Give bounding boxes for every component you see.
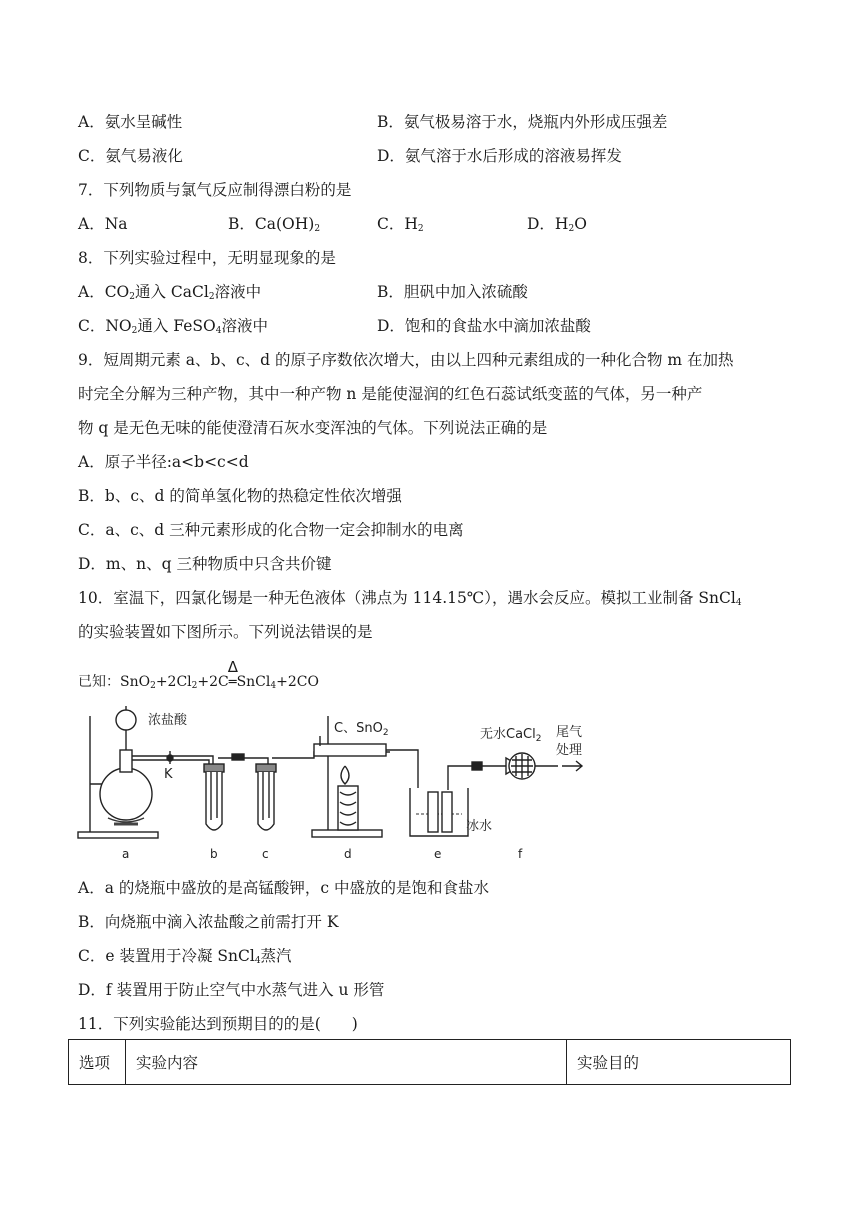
q10-stem-line1: 10．室温下，四氯化锡是一种无色液体（沸点为 114.15℃），遇水会反应。模拟工业制备 SnCl$_4$ <box>78 589 742 608</box>
q7-option-a: A．Na <box>78 215 128 233</box>
q11-stem: 11．下列实验能达到预期目的的是( ) <box>78 1015 358 1033</box>
label-c-sno2: C、SnO$_2$ <box>334 721 389 738</box>
q8-option-a: A．$CO_2$通入 CaCl$_2$溶液中 <box>78 283 262 302</box>
apparatus-diagram <box>70 706 600 866</box>
q8-stem: 8．下列实验过程中，无明显现象的是 <box>78 249 336 267</box>
q9-stem-line3: 物 q 是无色无味的能使澄清石灰水变浑浊的气体。下列说法正确的是 <box>78 419 548 437</box>
label-ice-water: 冰水 <box>466 819 493 834</box>
q11-table <box>68 1039 791 1085</box>
table-header-content: 实验内容 <box>126 1040 567 1085</box>
q8-option-d: D．饱和的食盐水中滴加浓盐酸 <box>377 317 591 335</box>
q6-option-c: C．氨气易液化 <box>78 147 183 165</box>
table-header-row <box>69 1040 791 1085</box>
letter-e: e <box>434 847 442 861</box>
letter-c: c <box>262 847 269 861</box>
letter-b: b <box>210 847 218 861</box>
q10-option-b: B．向烧瓶中滴入浓盐酸之前需打开 K <box>78 913 339 931</box>
q9-stem-line2: 时完全分解为三种产物，其中一种产物 n 是能使湿润的红色石蕊试纸变蓝的气体，另一种产 <box>78 385 703 403</box>
q9-option-c: C．a、c、d 三种元素形成的化合物一定会抑制水的电离 <box>78 521 464 539</box>
q8-option-b: B．胆矾中加入浓硫酸 <box>377 283 528 301</box>
label-k: K <box>164 767 173 782</box>
q6-option-b: B．氨气极易溶于水，烧瓶内外形成压强差 <box>377 113 668 131</box>
q7-stem: 7．下列物质与氯气反应制得漂白粉的是 <box>78 181 352 199</box>
q10-option-c: C．e 装置用于冷凝 SnCl$_4$蒸汽 <box>78 947 292 966</box>
q9-option-d: D．m、n、q 三种物质中只含共价键 <box>78 555 332 573</box>
letter-f: f <box>518 847 523 861</box>
q7-option-c: C．$H_2$ <box>377 215 424 234</box>
q6-option-d: D．氨气溶于水后形成的溶液易挥发 <box>377 147 622 165</box>
label-conc-hcl: 浓盐酸 <box>148 713 188 728</box>
label-treatment: 处理 <box>556 743 583 758</box>
q7-option-b: B．$Ca(OH)_2$ <box>228 215 321 234</box>
q10-option-d: D．f 装置用于防止空气中水蒸气进入 u 形管 <box>78 981 385 999</box>
letter-a: a <box>122 847 130 861</box>
q7-option-d: D．$H_2O$ <box>527 215 587 234</box>
table-header-purpose: 实验目的 <box>567 1040 791 1085</box>
label-anhydrous-cacl2: 无水CaCl$_2$ <box>480 727 542 744</box>
q8-option-c: C．$NO_2$通入 FeSO$_4$溶液中 <box>78 317 268 336</box>
label-tail-gas: 尾气 <box>556 725 583 740</box>
q10-option-a: A．a 的烧瓶中盛放的是高锰酸钾，c 中盛放的是饱和食盐水 <box>78 879 489 897</box>
q9-option-a: A．原子半径:a<b<c<d <box>78 453 249 471</box>
letter-d: d <box>344 847 352 861</box>
q10-stem-line2: 的实验装置如下图所示。下列说法错误的是 <box>78 623 373 641</box>
heat-condition: Δ ═ <box>227 658 239 690</box>
q6-option-a: A．氨水呈碱性 <box>78 113 183 131</box>
q10-known-equation: 已知：$SnO_2+2Cl_2+2C$ Δ ═SnCl$_4$+2CO <box>78 658 319 691</box>
q9-stem-line1: 9．短周期元素 a、b、c、d 的原子序数依次增大，由以上四种元素组成的一种化合物 m 在加热 <box>78 351 734 369</box>
table-header-option: 选项 <box>69 1040 126 1085</box>
q9-option-b: B．b、c、d 的简单氢化物的热稳定性依次增强 <box>78 487 402 505</box>
